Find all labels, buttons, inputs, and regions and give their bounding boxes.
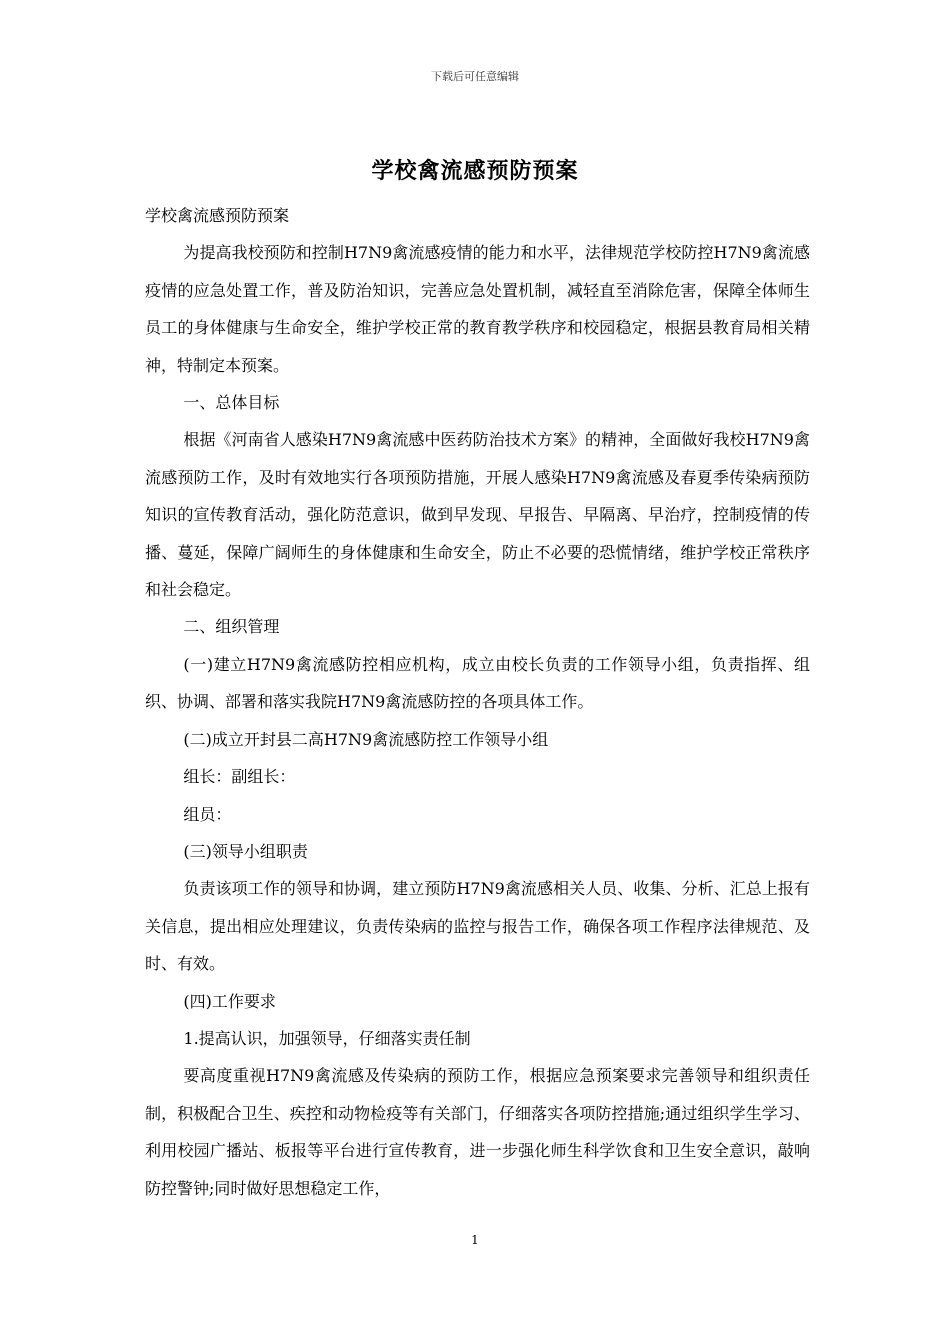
header-note: 下载后可任意编辑 [431,70,519,83]
paragraph-subtitle: 学校禽流感预防预案 [145,206,290,225]
paragraph-requirements-heading: (四)工作要求 [183,991,276,1011]
paragraph-leaders: 组长：副组长： [183,767,296,787]
document-title: 学校禽流感预防预案 [371,159,579,184]
document-body [145,197,810,1207]
paragraph-requirement-1: 要高度重视H7N9禽流感及传染病的预防工作，根据应急预案要求完善领导和组织责任制，积极配合卫生、疾控和动物检疫等有关部门，仔细落实各项防控措施;通过组织学生学习、利用校园广播站、板报等平台进行宣传教育，进一步强化师生科学饮食和卫生安全意识，敲响防控警钟;同时做好思想稳定工作， [145,1066,810,1198]
paragraph-org-2: (二)成立开封县二高H7N9禽流感防控工作领导小组 [183,729,549,749]
paragraph-intro: 为提高我校预防和控制H7N9禽流感疫情的能力和水平，法律规范学校防控H7N9禽流感疫情的应急处置工作，普及防治知识，完善应急处置机制，减轻直至消除危害，保障全体师生员工的身体健康与生命安全，维护学校正常的教育教学秩序和校园稳定，根据县教育局相关精神，特制定本预案。 [145,243,810,375]
paragraph-duties-heading: (三)领导小组职责 [183,841,308,861]
paragraph-members: 组员： [183,804,232,824]
paragraph-duties: 负责该项工作的领导和协调，建立预防H7N9禽流感相关人员、收集、分析、汇总上报有关信息，提出相应处理建议，负责传染病的监控与报告工作，确保各项工作程序法律规范、及时、有效。 [145,879,810,974]
paragraph-requirement-1-heading: 1.提高认识，加强领导，仔细落实责任制 [183,1028,471,1048]
section-heading-2: 二、组织管理 [183,617,280,637]
paragraph-goals: 根据《河南省人感染H7N9禽流感中医药防治技术方案》的精神，全面做好我校H7N9禽流感预防工作，及时有效地实行各项预防措施，开展人感染H7N9禽流感及春夏季传染病预防知识的宣传教育活动，强化防范意识，做到早发现、早报告、早隔离、早治疗，控制疫情的传播、蔓延，保障广阔师生的身体健康和生命安全，防止不必要的恐慌情绪，维护学校正常秩序和社会稳定。 [145,430,810,600]
page-number: 1 [471,1233,479,1247]
paragraph-org-1: (一)建立H7N9禽流感防控相应机构，成立由校长负责的工作领导小组，负责指挥、组织、协调、部署和落实我院H7N9禽流感防控的各项具体工作。 [145,654,810,712]
section-heading-1: 一、总体目标 [183,393,280,413]
